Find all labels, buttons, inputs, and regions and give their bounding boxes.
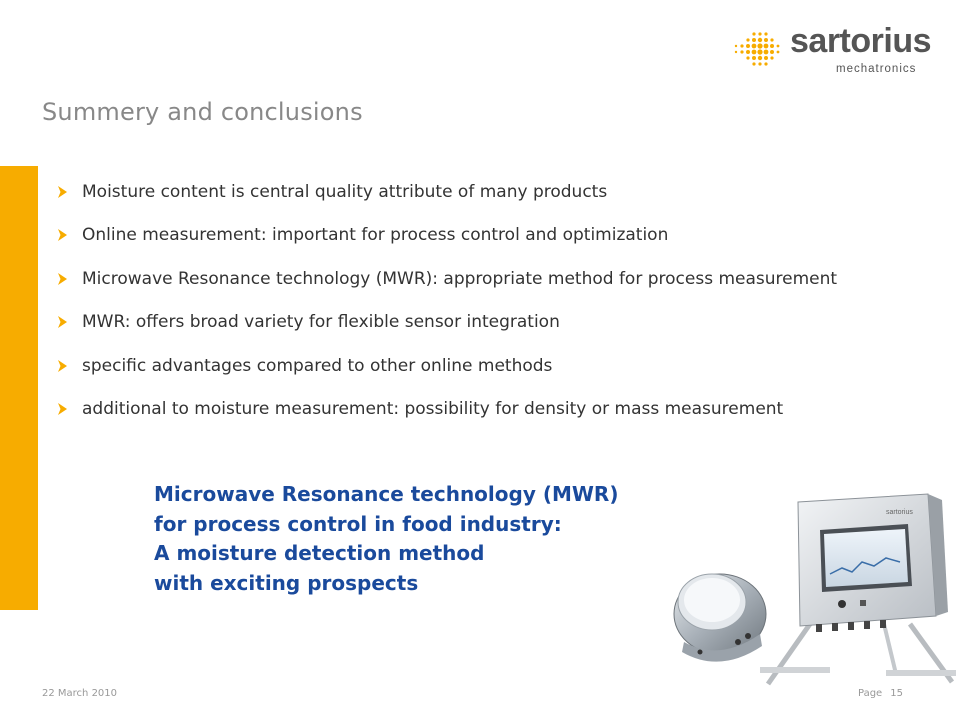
highlight-line: with exciting prospects	[154, 570, 419, 595]
highlight-line: for process control in food industry:	[154, 511, 562, 536]
logo-subtitle: mechatronics	[836, 63, 917, 75]
arrow-bullet-icon	[54, 358, 78, 374]
bullet-text: Online measurement: important for process control and optimization	[82, 225, 669, 246]
arrow-bullet-icon	[54, 314, 78, 330]
logo-brand-text: sartorius	[790, 22, 931, 60]
highlight-line: Microwave Resonance technology (MWR)	[154, 482, 619, 506]
cabinet-brand-label: sartorius	[886, 509, 913, 516]
ring-sensor	[674, 574, 766, 662]
bullet-text: specific advantages compared to other online methods	[82, 355, 553, 376]
page-number: 15	[890, 688, 903, 699]
highlight-statement	[154, 480, 618, 598]
footer-page	[858, 688, 903, 699]
logo-dot-grid-icon	[732, 30, 780, 70]
bullet-item	[54, 344, 837, 388]
bullet-list	[54, 170, 837, 431]
bullet-item	[54, 257, 837, 301]
arrow-bullet-icon	[54, 227, 78, 243]
bullet-text: Microwave Resonance technology (MWR): appropriate method for process measurement	[82, 268, 838, 289]
accent-sidebar-bar	[0, 166, 38, 610]
control-cabinet	[760, 494, 956, 684]
bullet-item	[54, 214, 837, 258]
arrow-bullet-icon	[54, 401, 78, 417]
bullet-text: MWR: offers broad variety for flexible sensor integration	[82, 312, 560, 333]
bullet-text: additional to moisture measurement: possibility for density or mass measurement	[82, 399, 784, 420]
arrow-bullet-icon	[54, 271, 78, 287]
page-label: Page	[858, 688, 883, 699]
bullet-item	[54, 388, 837, 432]
footer-date: 22 March 2010	[42, 688, 118, 699]
bullet-item	[54, 170, 837, 214]
highlight-line: A moisture detection method	[154, 541, 485, 565]
bullet-item	[54, 301, 837, 345]
arrow-bullet-icon	[54, 184, 78, 200]
product-image	[660, 474, 960, 688]
sartorius-logo	[732, 22, 931, 78]
slide-title: Summery and conclusions	[42, 98, 363, 126]
bullet-text: Moisture content is central quality attribute of many products	[82, 181, 608, 202]
